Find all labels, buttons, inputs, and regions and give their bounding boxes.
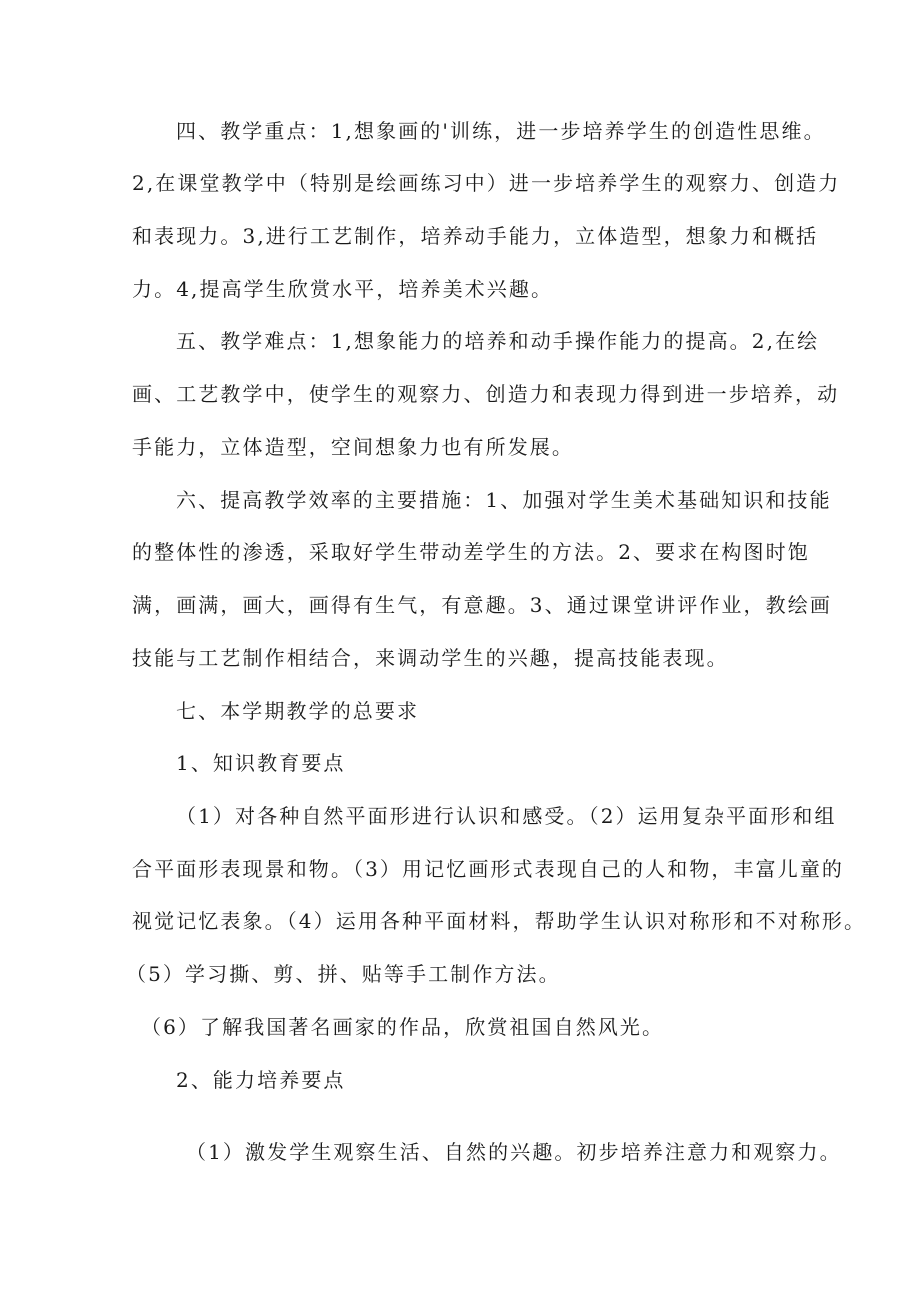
paragraph-6-line-4: 技能与工艺制作相结合，来调动学生的兴趣，提高技能表现。 (132, 646, 729, 670)
knowledge-line-3: 视觉记忆表象。（4）运用各种平面材料，帮助学生认识对称形和不对称形。 (132, 909, 867, 933)
paragraph-5-line-1: 五、教学难点：1,想象能力的培养和动手操作能力的提高。2,在绘 (176, 329, 820, 353)
paragraph-5-line-3: 手能力，立体造型，空间想象力也有所发展。 (132, 435, 574, 459)
ability-line-1: （1）激发学生观察生活、自然的兴趣。初步培养注意力和观察力。 (186, 1140, 842, 1164)
section-7-heading: 七、本学期教学的总要求 (176, 699, 420, 723)
paragraph-4-line-1: 四、教学重点：1,想象画的'训练，进一步培养学生的创造性思维。 (176, 119, 826, 143)
paragraph-6-line-2: 的整体性的渗透，采取好学生带动差学生的方法。2、要求在构图时饱 (132, 540, 810, 564)
paragraph-4-line-4: 力。4,提高学生欣赏水平，培养美术兴趣。 (132, 277, 554, 301)
paragraph-6-line-1: 六、提高教学效率的主要措施：1、加强对学生美术基础知识和技能 (176, 488, 832, 512)
paragraph-4-line-3: 和表现力。3,进行工艺制作，培养动手能力，立体造型，想象力和概括 (132, 224, 819, 248)
paragraph-4-line-2: 2,在课堂教学中（特别是绘画练习中）进一步培养学生的观察力、创造力 (132, 171, 841, 195)
paragraph-5-line-2: 画、工艺教学中，使学生的观察力、创造力和表现力得到进一步培养，动 (132, 382, 840, 406)
knowledge-line-2: 合平面形表现景和物。（3）用记忆画形式表现自己的人和物，丰富儿童的 (132, 857, 845, 881)
knowledge-line-5: （6）了解我国著名画家的作品，欣赏祖国自然风光。 (141, 1015, 665, 1039)
knowledge-line-4: （5）学习撕、剪、拼、贴等手工制作方法。 (126, 962, 561, 986)
paragraph-6-line-3: 满，画满，画大，画得有生气，有意趣。3、通过课堂讲评作业，教绘画 (132, 593, 832, 617)
knowledge-line-1: （1）对各种自然平面形进行认识和感受。（2）运用复杂平面形和组 (176, 804, 837, 828)
knowledge-heading: 1、知识教育要点 (176, 751, 346, 775)
ability-heading: 2、能力培养要点 (176, 1068, 346, 1092)
